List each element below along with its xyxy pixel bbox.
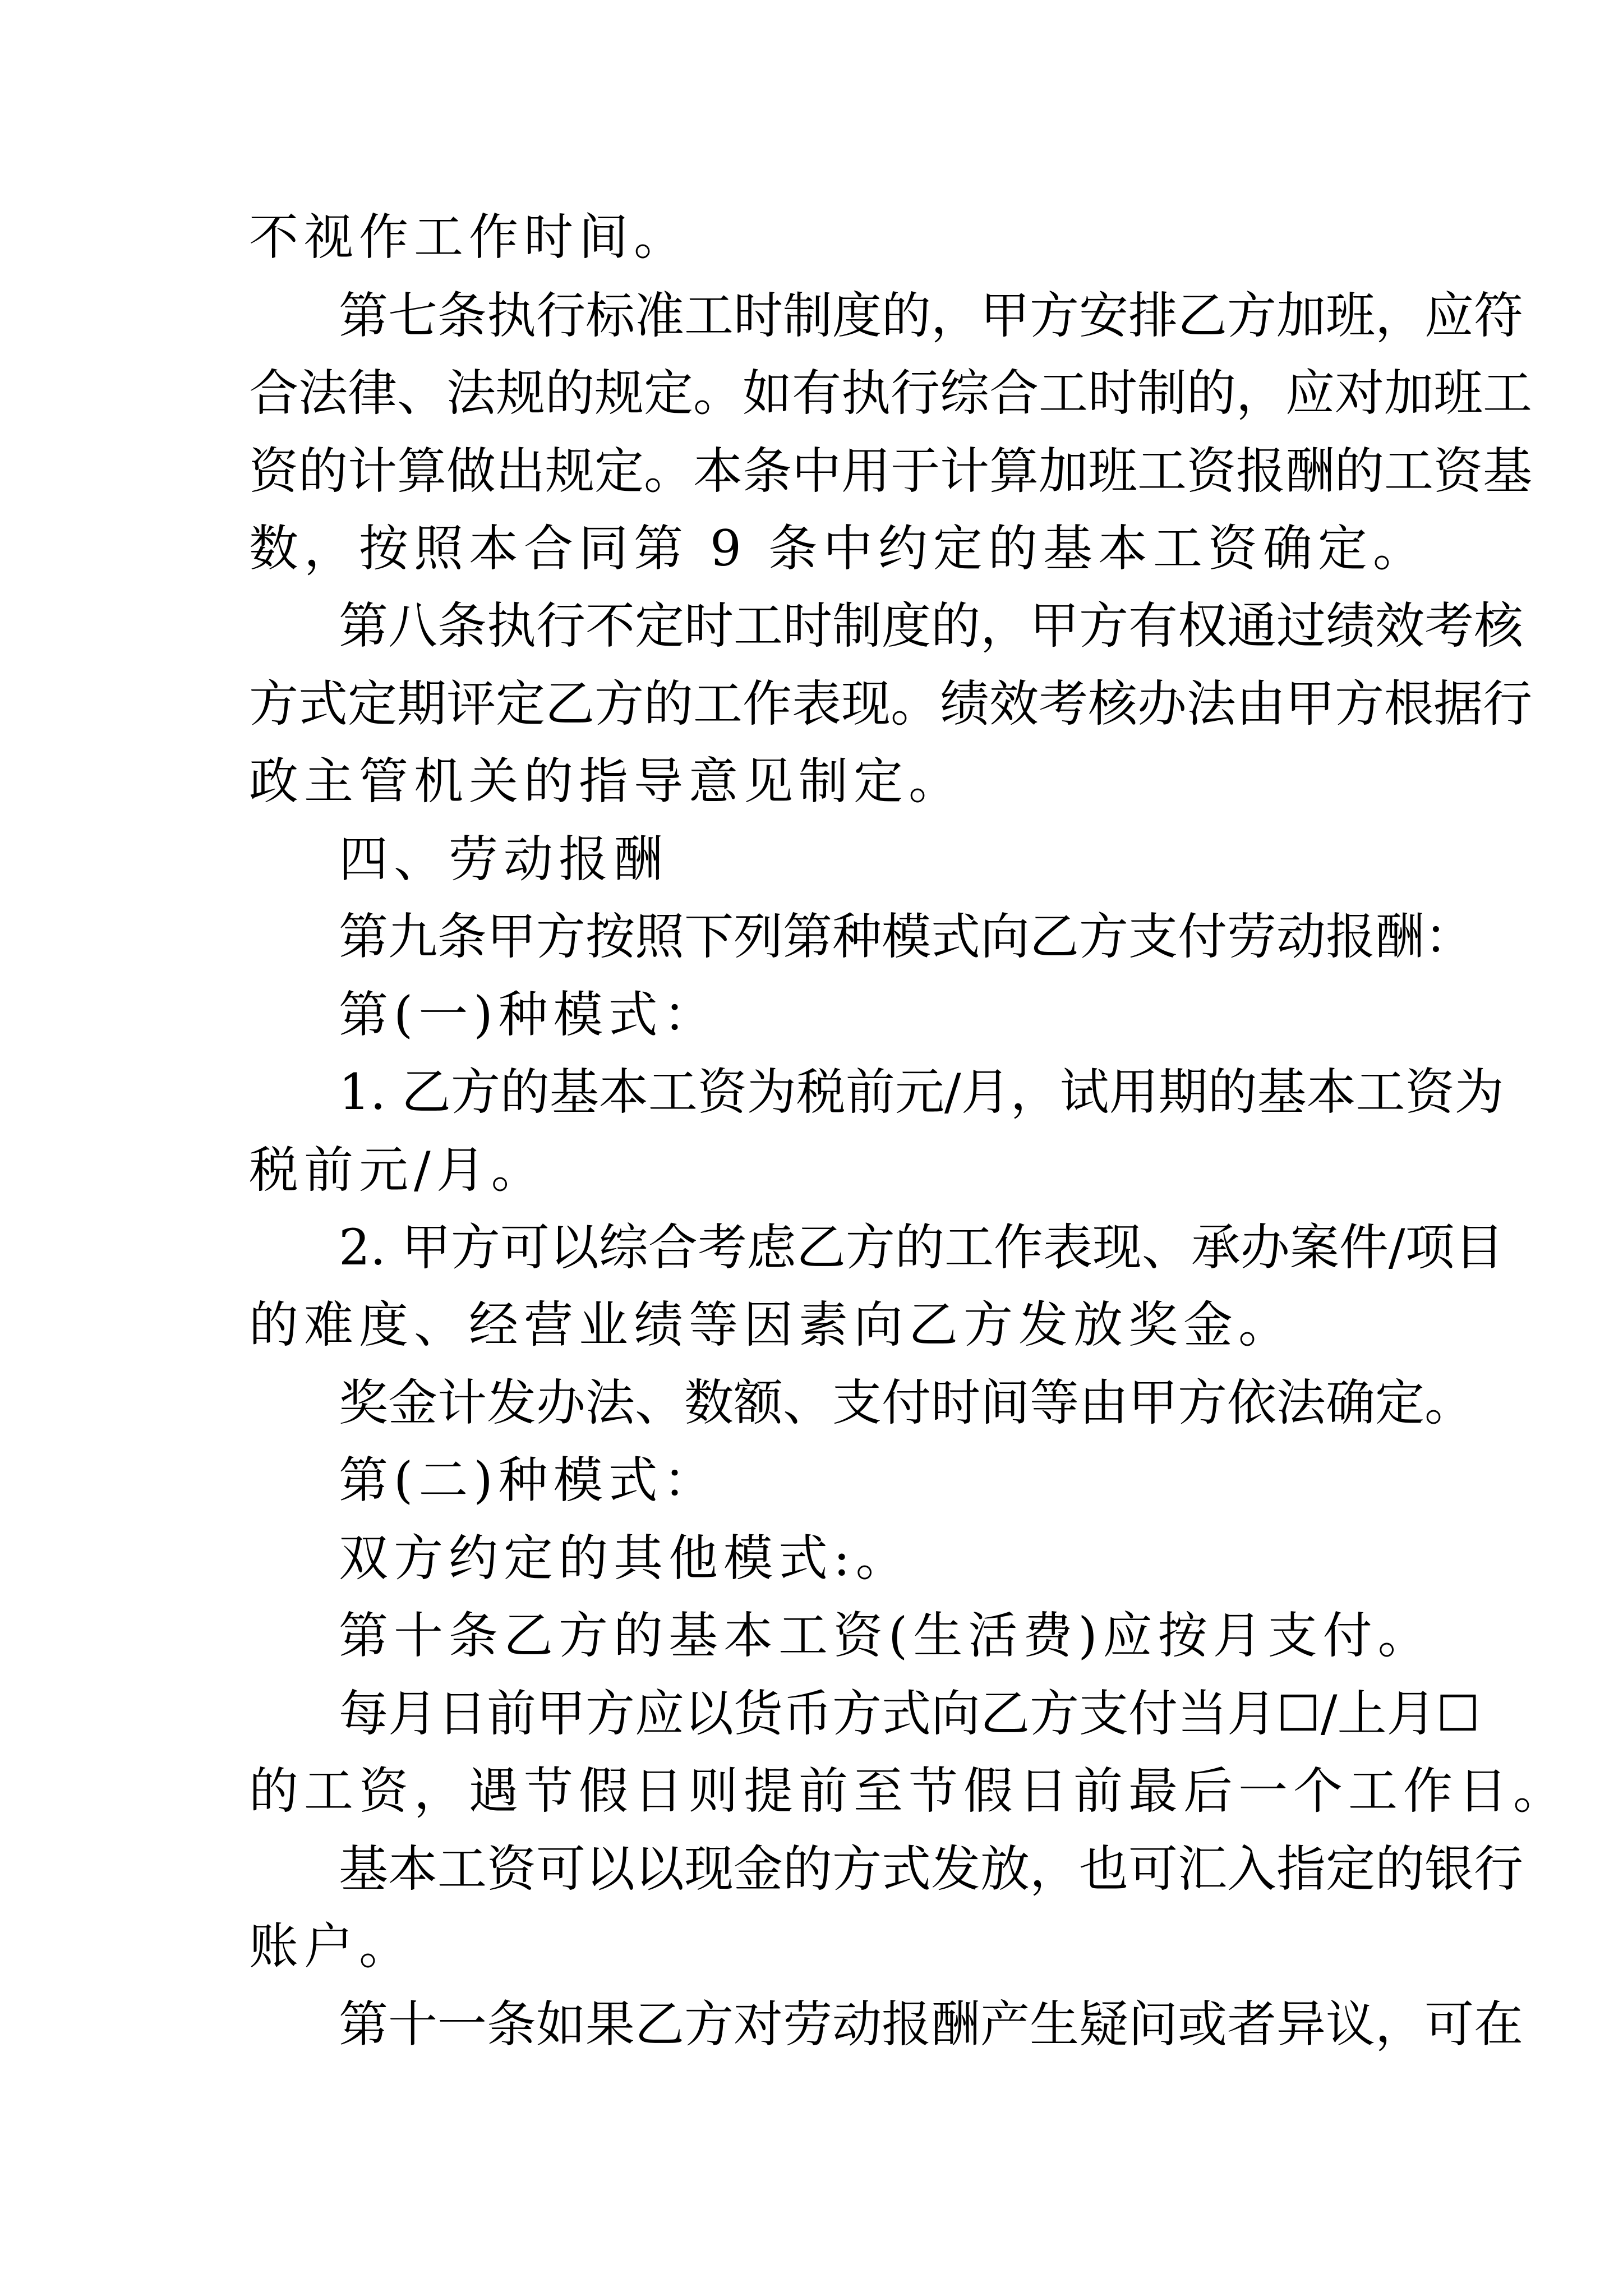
text-line-21: 的工资，遇节假日则提前至节假日前最后一个工作日。 <box>249 1762 1569 1820</box>
text-line-23: 账户。 <box>249 1917 414 1975</box>
text-line-10: 第九条甲方按照下列第种模式向乙方支付劳动报酬： <box>339 908 1474 965</box>
text-line-2: 第七条执行标准工时制度的，甲方安排乙方加班，应符 <box>339 287 1524 344</box>
text-line-24: 第十一条如果乙方对劳动报酬产生疑问或者异议，可在 <box>339 1995 1524 2053</box>
text-line-4: 资的计算做出规定。本条中用于计算加班工资报酬的工资基 <box>249 442 1533 500</box>
text-line-3: 合法律、法规的规定。如有执行综合工时制的，应对加班工 <box>249 364 1533 422</box>
text-line-13: 税前元/月。 <box>249 1141 546 1199</box>
text-line-5: 数，按照本合同第 9 条中约定的基本工资确定。 <box>249 519 1428 577</box>
text-line-16: 奖金计发办法、数额、支付时间等由甲方依法确定。 <box>339 1374 1474 1432</box>
text-line-22: 基本工资可以以现金的方式发放，也可汇入指定的银行 <box>339 1840 1524 1898</box>
section-heading: 四、劳动报酬 <box>339 830 669 888</box>
text-line-15: 的难度、经营业绩等因素向乙方发放奖金。 <box>249 1296 1294 1354</box>
text-line-1: 不视作工作时间。 <box>249 208 689 266</box>
text-line-19: 第十条乙方的基本工资(生活费)应按月支付。 <box>339 1607 1433 1664</box>
text-line-12: 1. 乙方的基本工资为税前元/月，试用期的基本工资为 <box>339 1063 1504 1121</box>
text-line-11: 第(一)种模式： <box>339 986 718 1043</box>
text-line-14: 2. 甲方可以综合考虑乙方的工作表现、承办案件/项目 <box>339 1218 1504 1276</box>
text-line-20: 每月日前甲方应以货币方式向乙方支付当月☐/上月☐ <box>339 1685 1481 1742</box>
text-line-18: 双方约定的其他模式:。 <box>339 1529 911 1587</box>
text-line-8: 政主管机关的指导意见制定。 <box>249 752 964 810</box>
text-line-6: 第八条执行不定时工时制度的，甲方有权通过绩效考核 <box>339 597 1524 655</box>
text-line-17: 第(二)种模式： <box>339 1451 718 1509</box>
text-line-7: 方式定期评定乙方的工作表现。绩效考核办法由甲方根据行 <box>249 675 1533 733</box>
